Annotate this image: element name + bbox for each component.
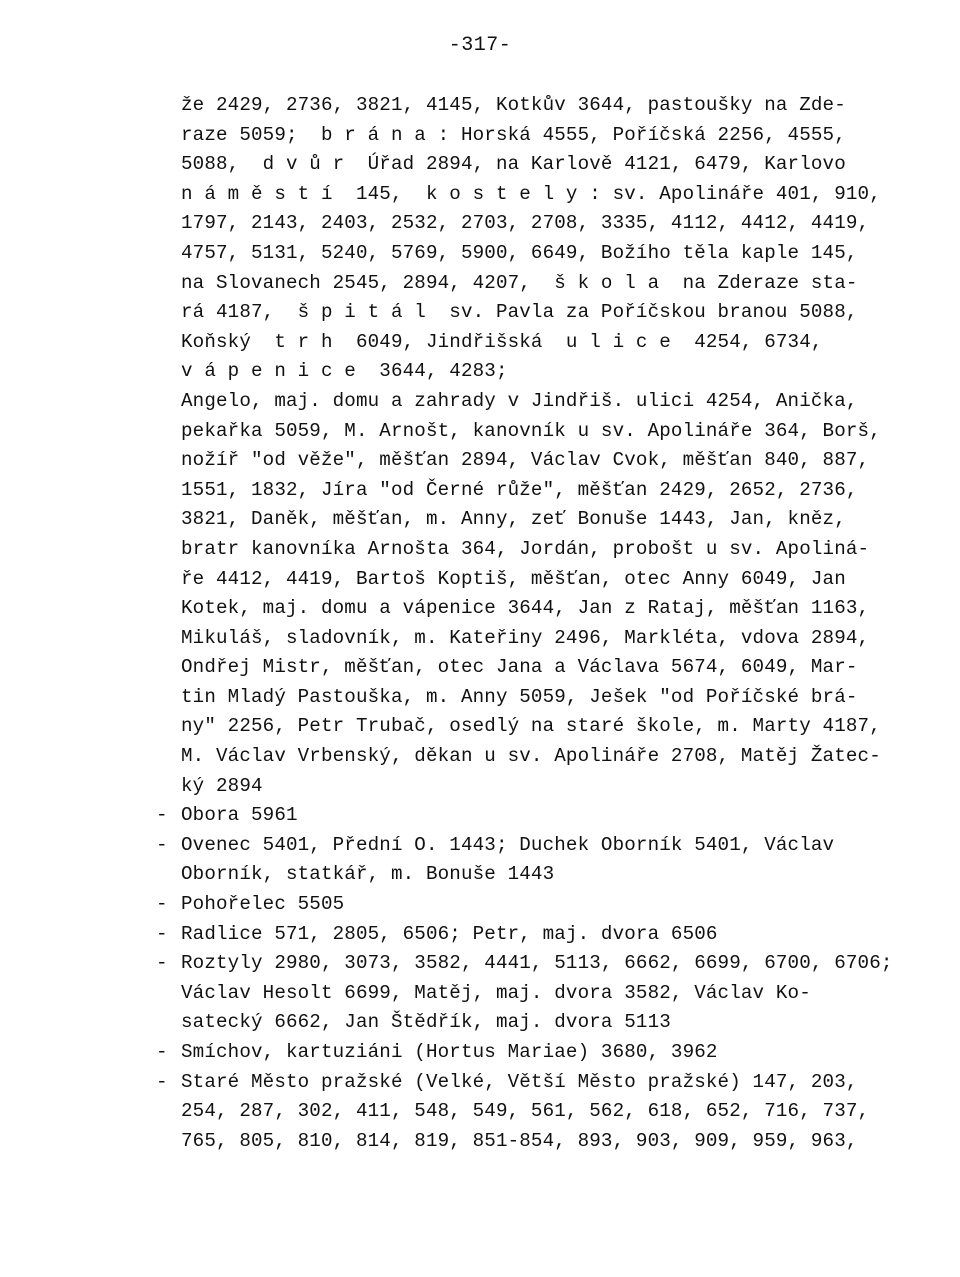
line-text: raze 5059; b r á n a : Horská 4555, Poříčská 2256, 4555,: [181, 123, 846, 146]
line-text: Václav Hesolt 6699, Matěj, maj. dvora 3582, Václav Ko-: [181, 981, 811, 1004]
line-text: 1797, 2143, 2403, 2532, 2703, 2708, 3335, 4112, 4412, 4419,: [181, 212, 870, 235]
line-text: rá 4187, š p i t á l sv. Pavla za Poříčskou branou 5088,: [181, 301, 858, 324]
line-text: n á m ě s t í 145, k o s t e l y : sv. Apolináře 401, 910,: [181, 182, 881, 205]
text-line: [181, 269, 921, 299]
text-line: [181, 150, 921, 180]
line-text: ře 4412, 4419, Bartoš Koptiš, měšťan, otec Anny 6049, Jan: [181, 567, 846, 590]
text-line: [181, 565, 921, 595]
line-text: 5088, d v ů r Úřad 2894, na Karlově 4121, 6479, Karlovo: [181, 153, 846, 176]
line-text: 3821, Daněk, měšťan, m. Anny, zeť Bonuše 1443, Jan, kněz,: [181, 508, 846, 531]
text-line: [181, 417, 921, 447]
line-text: satecký 6662, Jan Štědřík, maj. dvora 5113: [181, 1011, 671, 1034]
text-line: [181, 594, 921, 624]
line-text: Staré Město pražské (Velké, Větší Město pražské) 147, 203,: [181, 1070, 858, 1093]
line-text: ny" 2256, Petr Trubač, osedlý na staré škole, m. Marty 4187,: [181, 715, 881, 738]
entry-dash: -: [156, 833, 168, 856]
line-text: že 2429, 2736, 3821, 4145, Kotkův 3644, pastoušky na Zde-: [181, 94, 846, 116]
text-line: [156, 890, 921, 920]
page-number: -317-: [448, 34, 512, 57]
line-text: tin Mladý Pastouška, m. Anny 5059, Ješek "od Poříčské brá-: [181, 685, 858, 708]
line-text: Radlice 571, 2805, 6506; Petr, maj. dvora 6506: [181, 922, 718, 945]
line-text: 254, 287, 302, 411, 548, 549, 561, 562, 618, 652, 716, 737,: [181, 1100, 870, 1123]
text-line: [181, 712, 921, 742]
entry-dash: -: [156, 1070, 168, 1093]
line-text: Obora 5961: [181, 804, 298, 827]
line-text: Koňský t r h 6049, Jindřišská u l i c e 4254, 6734,: [181, 330, 823, 353]
entry-dash: -: [156, 1041, 168, 1063]
line-text: Roztyly 2980, 3073, 3582, 4441, 5113, 6662, 6699, 6700, 6706;: [181, 952, 893, 975]
entry-dash: -: [156, 804, 168, 827]
text-line: [181, 653, 921, 683]
text-line: [181, 357, 921, 387]
line-text: M. Václav Vrbenský, děkan u sv. Apolináře 2708, Matěj Žatec-: [181, 745, 881, 768]
entry-dash: -: [156, 952, 168, 975]
line-text: nožíř "od věže", měšťan 2894, Václav Cvok, měšťan 840, 887,: [181, 449, 870, 472]
line-text: 1551, 1832, Jíra "od Černé růže", měšťan 2429, 2652, 2736,: [181, 478, 858, 501]
line-text: Smíchov, kartuziáni (Hortus Mariae) 3680, 3962: [181, 1041, 718, 1063]
line-text: ký 2894: [181, 774, 263, 797]
text-line: [181, 535, 921, 565]
text-line: [181, 209, 921, 239]
text-line: [181, 328, 921, 358]
line-text: Oborník, statkář, m. Bonuše 1443: [181, 863, 555, 886]
text-line: [156, 831, 921, 861]
text-line: [181, 180, 921, 210]
line-text: Ondřej Mistr, měšťan, otec Jana a Václava 5674, 6049, Mar-: [181, 656, 858, 679]
text-line: [156, 949, 921, 979]
line-text: pekařka 5059, M. Arnošt, kanovník u sv. Apolináře 364, Borš,: [181, 419, 881, 442]
text-line: [181, 1097, 921, 1127]
text-line: [156, 1068, 921, 1098]
entry-dash: -: [156, 922, 168, 945]
text-line: [181, 91, 921, 121]
text-line: [181, 1127, 921, 1157]
index-text-block: [156, 91, 921, 1156]
line-text: Mikuláš, sladovník, m. Kateřiny 2496, Markléta, vdova 2894,: [181, 626, 870, 649]
text-line: [181, 298, 921, 328]
line-text: 765, 805, 810, 814, 819, 851-854, 893, 903, 909, 959, 963,: [181, 1129, 858, 1152]
text-line: [181, 860, 921, 890]
text-line: [181, 683, 921, 713]
entry-dash: -: [156, 893, 168, 916]
text-line: [181, 979, 921, 1009]
text-line: [181, 742, 921, 772]
line-text: 4757, 5131, 5240, 5769, 5900, 6649, Božího těla kaple 145,: [181, 241, 858, 264]
text-line: [181, 1008, 921, 1038]
line-text: bratr kanovníka Arnošta 364, Jordán, probošt u sv. Apoliná-: [181, 537, 870, 560]
line-text: Angelo, maj. domu a zahrady v Jindřiš. ulici 4254, Anička,: [181, 389, 858, 412]
line-text: Ovenec 5401, Přední O. 1443; Duchek Oborník 5401, Václav: [181, 833, 835, 856]
text-line: [156, 1038, 921, 1068]
line-text: Pohořelec 5505: [181, 893, 345, 916]
text-line: [181, 772, 921, 802]
text-line: [181, 239, 921, 269]
line-text: Kotek, maj. domu a vápenice 3644, Jan z Rataj, měšťan 1163,: [181, 597, 870, 620]
text-line: [181, 505, 921, 535]
text-line: [156, 920, 921, 950]
line-text: na Slovanech 2545, 2894, 4207, š k o l a na Zderaze sta-: [181, 271, 858, 294]
line-text: v á p e n i c e 3644, 4283;: [181, 360, 508, 383]
text-line: [156, 801, 921, 831]
text-line: [181, 121, 921, 151]
text-line: [181, 624, 921, 654]
text-line: [181, 387, 921, 417]
text-line: [181, 446, 921, 476]
text-line: [181, 476, 921, 506]
